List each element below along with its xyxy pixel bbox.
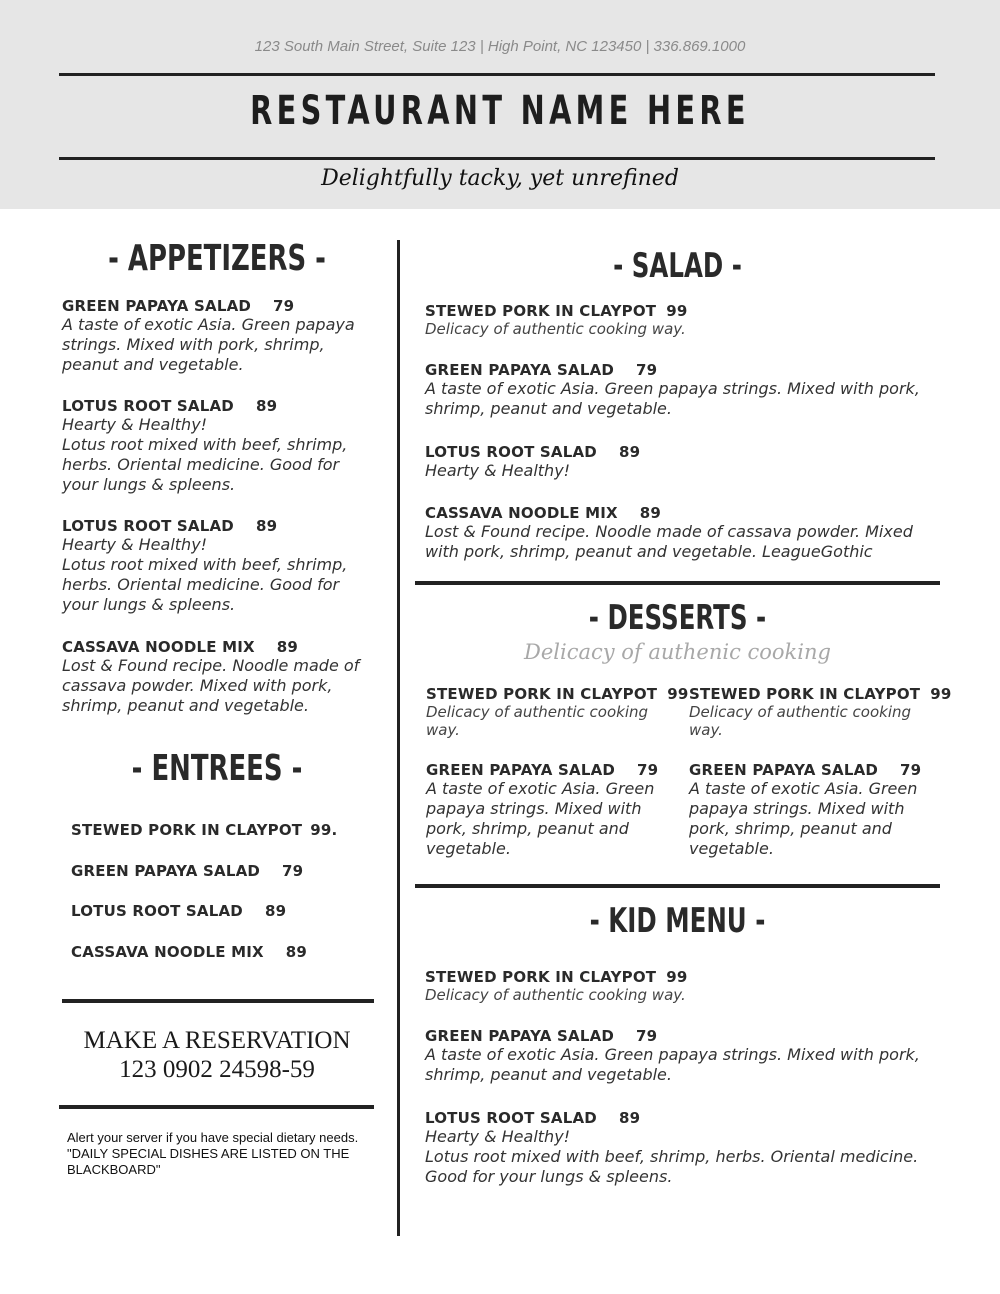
item-price: 99 [666,302,688,320]
entree-item [71,862,303,880]
item-price: 99. [310,821,338,839]
salad-item [425,504,935,562]
item-price: 79 [273,297,295,315]
item-name: STEWED PORK IN CLAYPOT [426,685,658,703]
item-price: 89 [264,902,287,920]
reservation-rule-bottom [59,1105,374,1109]
item-price: 79 [282,862,304,880]
item-description: A taste of exotic Asia. Green papaya strings. Mixed with pork, shrimp, peanut and vegetable. [425,1045,920,1084]
item-name: GREEN PAPAYA SALAD [689,761,879,779]
item-description: A taste of exotic Asia. Green papaya strings. Mixed with pork, shrimp, peanut and vegetable. [62,315,355,374]
item-price: 89 [618,1109,641,1127]
appetizer-item [62,397,362,495]
salad-rule [415,581,940,585]
item-name: LOTUS ROOT SALAD [425,1109,597,1127]
item-name: LOTUS ROOT SALAD [62,517,234,535]
desserts-title: - DESSERTS - [588,598,767,638]
item-description: A taste of exotic Asia. Green papaya strings. Mixed with pork, shrimp, peanut and vegetable. [426,779,655,858]
kid-menu-item [425,968,925,1004]
restaurant-name: RESTAURANT NAME HERE [250,88,750,134]
item-description: Lost & Found recipe. Noodle made of cassava powder. Mixed with pork, shrimp, peanut and vegetable. LeagueGothic [425,522,913,561]
header-band [0,0,1000,209]
item-name: GREEN PAPAYA SALAD [426,761,616,779]
kid-menu-item [425,1109,925,1187]
entree-item [71,902,286,920]
item-name: STEWED PORK IN CLAYPOT [71,821,303,839]
address-line: 123 South Main Street, Suite 123 | High Point, NC 123450 | 336.869.1000 [254,38,746,55]
dietary-note: Alert your server if you have special dietary needs. "DAILY SPECIAL DISHES ARE LISTED ON THE BLACKBOARD" [67,1130,359,1177]
salad-title: - SALAD - [613,246,742,286]
reservation-title: MAKE A RESERVATION [83,1027,351,1054]
kid-menu-item [425,1027,925,1085]
item-description: Hearty & Healthy! Lotus root mixed with beef, shrimp, herbs. Oriental medicine. Good for your lungs & spleens. [62,535,348,614]
appetizer-item [62,297,380,375]
entree-item [71,943,307,961]
entree-item [71,821,337,839]
item-name: GREEN PAPAYA SALAD [425,1027,615,1045]
salad-item [425,302,925,338]
item-price: 79 [637,761,659,779]
item-description: Delicacy of authentic cooking way. [425,986,686,1004]
item-price: 79 [900,761,922,779]
item-price: 89 [618,443,641,461]
appetizer-item [62,638,372,716]
item-description: A taste of exotic Asia. Green papaya strings. Mixed with pork, shrimp, peanut and vegetable. [689,779,918,858]
item-name: GREEN PAPAYA SALAD [425,361,615,379]
item-description: Lost & Found recipe. Noodle made of cassava powder. Mixed with pork, shrimp, peanut and vegetable. [62,656,360,715]
item-price: 89 [255,397,278,415]
item-name: GREEN PAPAYA SALAD [71,862,261,880]
salad-item [425,361,925,419]
dessert-item [689,761,929,859]
item-name: LOTUS ROOT SALAD [62,397,234,415]
item-price: 99 [666,968,688,986]
item-name: STEWED PORK IN CLAYPOT [689,685,921,703]
item-price: 89 [639,504,662,522]
tagline: Delightfully tacky, yet unrefined [321,166,679,191]
item-price: 79 [636,361,658,379]
item-price: 99 [930,685,952,703]
item-price: 89 [276,638,299,656]
item-description: Hearty & Healthy! Lotus root mixed with beef, shrimp, herbs. Oriental medicine. Good for your lungs & spleens. [425,1127,919,1186]
item-name: LOTUS ROOT SALAD [425,443,597,461]
appetizer-item [62,517,362,615]
item-name: STEWED PORK IN CLAYPOT [425,302,657,320]
item-price: 79 [636,1027,658,1045]
item-price: 89 [255,517,278,535]
item-description: Hearty & Healthy! Lotus root mixed with beef, shrimp, herbs. Oriental medicine. Good for your lungs & spleens. [62,415,348,494]
desserts-subtitle: Delicacy of authenic cooking [524,640,831,664]
item-name: LOTUS ROOT SALAD [71,902,243,920]
header-rule-top [59,73,935,76]
item-description: Delicacy of authentic cooking way. [689,703,912,739]
header-rule-bottom [59,157,935,160]
dessert-item [689,685,952,739]
column-divider [397,240,400,1236]
item-name: STEWED PORK IN CLAYPOT [425,968,657,986]
reservation-phone[interactable]: 123 0902 24598-59 [119,1056,315,1083]
salad-item [425,443,925,481]
item-price: 99 [667,685,689,703]
item-price: 89 [285,943,308,961]
item-description: Delicacy of authentic cooking way. [425,320,686,338]
appetizers-title: - APPETIZERS - [108,238,326,279]
item-name: CASSAVA NOODLE MIX [71,943,264,961]
item-description: Hearty & Healthy! [425,461,571,480]
entrees-title: - ENTREES - [131,748,303,789]
reservation-rule-top [62,999,374,1003]
kid-menu-title: - KID MENU - [589,901,766,941]
dessert-item [426,685,689,739]
item-name: CASSAVA NOODLE MIX [425,504,618,522]
item-description: Delicacy of authentic cooking way. [426,703,649,739]
item-name: GREEN PAPAYA SALAD [62,297,252,315]
item-description: A taste of exotic Asia. Green papaya strings. Mixed with pork, shrimp, peanut and vegetable. [425,379,920,418]
desserts-rule [415,884,940,888]
item-name: CASSAVA NOODLE MIX [62,638,255,656]
dessert-item [426,761,666,859]
